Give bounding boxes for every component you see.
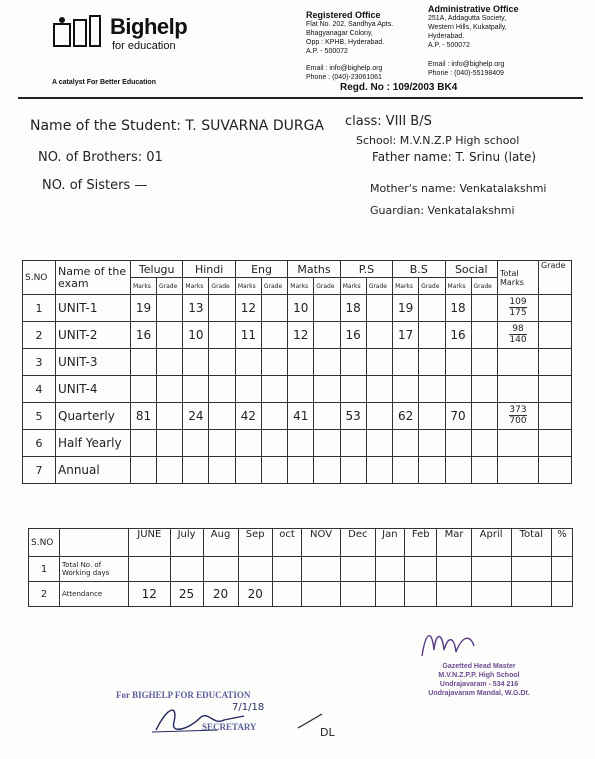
month-header: Jan <box>375 529 404 557</box>
month-header: July <box>170 529 203 557</box>
subject-mark: 41 <box>288 403 314 430</box>
subject-header: Maths <box>288 261 340 278</box>
subject-grade <box>366 295 392 322</box>
total-obtained: 98 <box>509 324 526 335</box>
stamp-line: Gazetted Head Master <box>442 663 516 670</box>
subject-mark <box>393 349 419 376</box>
subject-mark: 70 <box>445 403 471 430</box>
row-grade <box>539 403 572 430</box>
subject-grade <box>419 349 445 376</box>
row-grade <box>539 376 572 403</box>
grade-subheader: Grade <box>261 278 287 295</box>
administrative-phone: Phone : (040)-55198409 <box>428 70 504 77</box>
attendance-value <box>302 582 341 607</box>
subject-grade <box>157 403 183 430</box>
student-name: Name of the Student: T. SUVARNA DURGA <box>30 118 324 134</box>
subject-grade <box>314 322 340 349</box>
attendance-value <box>340 557 375 582</box>
subject-header: Telugu <box>131 261 183 278</box>
attendance-value <box>437 582 471 607</box>
row-total <box>498 457 539 484</box>
administrative-line: 251A, Addagutta Society, <box>428 15 507 22</box>
attendance-value <box>375 582 404 607</box>
subject-mark <box>235 457 261 484</box>
row-total <box>498 322 539 349</box>
subject-mark: 12 <box>288 322 314 349</box>
attendance-value <box>272 582 301 607</box>
attendance-sno: 2 <box>29 582 60 607</box>
marks-body <box>23 295 572 484</box>
subject-grade <box>419 457 445 484</box>
subject-mark: 16 <box>340 322 366 349</box>
tagline: A catalyst For Better Education <box>52 79 156 86</box>
subject-mark <box>183 349 209 376</box>
subject-grade <box>314 295 340 322</box>
brothers-count: NO. of Brothers: 01 <box>38 150 163 165</box>
subject-grade <box>261 457 287 484</box>
marks-table <box>22 260 572 484</box>
row-exam: Annual <box>56 457 131 484</box>
administrative-line: A.P. - 500072 <box>428 42 470 49</box>
subject-grade <box>419 430 445 457</box>
row-exam: Half Yearly <box>56 430 131 457</box>
row-total <box>498 295 539 322</box>
month-header: Aug <box>203 529 238 557</box>
sno-header: S.NO <box>23 261 56 295</box>
subject-mark <box>235 376 261 403</box>
total-header: Total Marks <box>498 261 539 295</box>
attendance-value: 20 <box>203 582 238 607</box>
subject-mark <box>131 376 157 403</box>
attendance-value <box>129 557 171 582</box>
attendance-value <box>471 582 511 607</box>
subject-grade <box>314 376 340 403</box>
subject-mark: 24 <box>183 403 209 430</box>
subject-grade <box>157 295 183 322</box>
subject-grade <box>366 403 392 430</box>
subject-mark: 42 <box>235 403 261 430</box>
subject-grade <box>209 322 235 349</box>
subject-grade <box>261 322 287 349</box>
total-maximum: 700 <box>509 416 527 426</box>
stamp-line: Undrajavaram Mandal, W.G.Dt. <box>428 690 530 697</box>
row-exam: UNIT-1 <box>56 295 131 322</box>
student-school: School: M.V.N.Z.P High school <box>356 134 520 147</box>
subject-mark <box>340 457 366 484</box>
row-total <box>498 376 539 403</box>
grade-subheader: Grade <box>366 278 392 295</box>
administrative-office <box>428 5 519 78</box>
attendance-value <box>272 557 301 582</box>
attendance-value: 25 <box>170 582 203 607</box>
registration-number: Regd. No : 109/2003 BK4 <box>340 82 458 93</box>
subject-grade <box>261 430 287 457</box>
subject-header: Social <box>445 261 497 278</box>
total-obtained: 109 <box>509 297 527 307</box>
marks-subheader: Marks <box>340 278 366 295</box>
father-name: Father name: T. Srinu (late) <box>372 150 537 164</box>
subject-mark <box>288 457 314 484</box>
subject-header: Hindi <box>183 261 235 278</box>
attendance-value <box>404 557 437 582</box>
row-exam: Quarterly <box>56 403 131 430</box>
subject-mark <box>288 349 314 376</box>
subject-grade <box>471 295 497 322</box>
row-total <box>498 403 539 430</box>
subject-mark: 11 <box>235 322 261 349</box>
marks-subheader: Marks <box>288 278 314 295</box>
subject-mark: 12 <box>235 295 261 322</box>
marks-subheader: Marks <box>183 278 209 295</box>
marks-subheader: Marks <box>445 278 471 295</box>
row-sno: 5 <box>23 403 56 430</box>
grade-subheader: Grade <box>209 278 235 295</box>
row-total <box>498 430 539 457</box>
subject-mark <box>340 376 366 403</box>
attendance-label-header <box>60 529 129 557</box>
header-divider <box>18 97 583 99</box>
attendance-value <box>404 582 437 607</box>
subject-grade <box>209 457 235 484</box>
subject-grade <box>261 376 287 403</box>
signature-date: 7/1/18 <box>232 702 265 713</box>
registered-phone: Phone : (040)-23061061 <box>306 74 382 81</box>
headmaster-signature <box>418 626 478 660</box>
attendance-body <box>29 557 573 607</box>
marks-row <box>23 457 572 484</box>
subject-mark <box>445 457 471 484</box>
subject-grade <box>471 322 497 349</box>
subject-mark <box>235 349 261 376</box>
subject-mark: 18 <box>445 295 471 322</box>
month-header: NOV <box>302 529 341 557</box>
attendance-value <box>511 582 552 607</box>
grade-header: Grade <box>539 261 572 295</box>
grade-subheader: Grade <box>157 278 183 295</box>
subject-grade <box>314 430 340 457</box>
month-header: April <box>471 529 511 557</box>
total-maximum: 140 <box>509 335 527 345</box>
attendance-value <box>238 557 272 582</box>
administrative-line: Western Hills, Kukatpally, <box>428 24 507 31</box>
attendance-value <box>170 557 203 582</box>
subject-grade <box>419 295 445 322</box>
subject-mark: 62 <box>393 403 419 430</box>
attendance-value: 20 <box>238 582 272 607</box>
row-grade <box>539 322 572 349</box>
subject-mark: 10 <box>183 322 209 349</box>
subject-grade <box>366 430 392 457</box>
subject-mark: 17 <box>393 322 419 349</box>
attendance-label: Attendance <box>60 582 129 607</box>
row-sno: 2 <box>23 322 56 349</box>
grade-subheader: Grade <box>314 278 340 295</box>
sisters-count: NO. of Sisters — <box>42 178 148 193</box>
attendance-value <box>552 582 573 607</box>
subject-mark <box>183 457 209 484</box>
guardian-name: Guardian: Venkatalakshmi <box>370 204 515 217</box>
row-sno: 3 <box>23 349 56 376</box>
row-sno: 4 <box>23 376 56 403</box>
subject-grade <box>314 457 340 484</box>
student-class: class: VIII B/S <box>345 114 432 129</box>
subject-mark: 10 <box>288 295 314 322</box>
registered-office <box>306 11 393 82</box>
subject-mark <box>288 376 314 403</box>
subject-grade <box>419 403 445 430</box>
total-fraction <box>509 297 526 318</box>
attendance-value <box>375 557 404 582</box>
administrative-line: Hyderabad. <box>428 33 465 40</box>
exam-header: Name of the exam <box>56 261 131 295</box>
subject-mark: 16 <box>445 322 471 349</box>
total-fraction <box>509 324 526 345</box>
attendance-sno: 1 <box>29 557 60 582</box>
registered-line: Bhagyanagar Colony, <box>306 30 373 37</box>
attendance-value <box>552 557 573 582</box>
mother-name: Mother's name: Venkatalakshmi <box>370 182 547 195</box>
subject-grade <box>314 403 340 430</box>
row-exam: UNIT-3 <box>56 349 131 376</box>
subject-mark <box>340 349 366 376</box>
marks-row <box>23 403 572 430</box>
subject-mark <box>183 430 209 457</box>
bighelp-logo-icon <box>52 14 104 48</box>
subject-mark <box>445 376 471 403</box>
marks-row <box>23 376 572 403</box>
subject-grade <box>471 376 497 403</box>
subject-grade <box>419 322 445 349</box>
subject-grade <box>366 349 392 376</box>
subject-grade <box>209 349 235 376</box>
subject-grade <box>157 349 183 376</box>
row-exam: UNIT-2 <box>56 322 131 349</box>
subject-mark: 16 <box>131 322 157 349</box>
stamp-line: Undrajavaram - 534 216 <box>439 681 519 688</box>
subject-grade <box>471 430 497 457</box>
month-header: Mar <box>437 529 471 557</box>
subject-grade <box>261 349 287 376</box>
subject-mark <box>131 457 157 484</box>
marks-row <box>23 430 572 457</box>
attendance-row <box>29 557 573 582</box>
subject-mark: 13 <box>183 295 209 322</box>
subject-header: Eng <box>235 261 287 278</box>
subject-mark <box>445 430 471 457</box>
subject-mark <box>183 376 209 403</box>
subject-grade <box>471 403 497 430</box>
subject-mark: 19 <box>393 295 419 322</box>
administrative-office-title: Administrative Office <box>428 4 519 14</box>
subject-grade <box>157 430 183 457</box>
row-grade <box>539 349 572 376</box>
subject-header: B.S <box>393 261 445 278</box>
subject-grade <box>157 457 183 484</box>
registered-line: Flat No. 202, Sandhya Apts. <box>306 21 394 28</box>
attendance-value <box>437 557 471 582</box>
subject-header: P.S <box>340 261 392 278</box>
subject-grade <box>419 376 445 403</box>
subject-mark <box>393 457 419 484</box>
subject-mark: 81 <box>131 403 157 430</box>
attendance-value <box>340 582 375 607</box>
marks-row <box>23 295 572 322</box>
registered-line: Opp : KPHB, Hyderabad. <box>306 39 385 46</box>
marks-subheader: Marks <box>235 278 261 295</box>
row-grade <box>539 457 572 484</box>
month-header: Sep <box>238 529 272 557</box>
month-header: Dec <box>340 529 375 557</box>
subject-grade <box>261 403 287 430</box>
subject-grade <box>366 457 392 484</box>
subject-mark <box>288 430 314 457</box>
subject-grade <box>209 430 235 457</box>
left-stamp: For BIGHELP FOR EDUCATION <box>116 690 251 700</box>
subject-grade <box>209 403 235 430</box>
subject-grade <box>157 322 183 349</box>
subject-mark: 18 <box>340 295 366 322</box>
attendance-value <box>511 557 552 582</box>
left-stamp-title: SECRETARY <box>202 722 257 732</box>
subject-mark <box>445 349 471 376</box>
total-maximum: 175 <box>509 308 527 318</box>
subject-mark <box>131 430 157 457</box>
subject-grade <box>157 376 183 403</box>
attendance-value <box>302 557 341 582</box>
subject-grade <box>209 295 235 322</box>
subject-mark <box>393 376 419 403</box>
initials-mark: DL <box>320 726 335 739</box>
marks-row <box>23 349 572 376</box>
row-sno: 7 <box>23 457 56 484</box>
grade-subheader: Grade <box>471 278 497 295</box>
row-grade <box>539 430 572 457</box>
attendance-row <box>29 582 573 607</box>
subject-grade <box>366 322 392 349</box>
row-sno: 6 <box>23 430 56 457</box>
attendance-value <box>203 557 238 582</box>
row-total <box>498 349 539 376</box>
subject-grade <box>314 349 340 376</box>
subject-mark <box>235 430 261 457</box>
marks-subheader: Marks <box>393 278 419 295</box>
subject-mark: 19 <box>131 295 157 322</box>
marks-row <box>23 322 572 349</box>
total-fraction <box>509 405 526 426</box>
month-header: % <box>552 529 573 557</box>
subject-mark: 53 <box>340 403 366 430</box>
row-grade <box>539 295 572 322</box>
administrative-email: Email : info@bighelp.org <box>428 61 505 68</box>
total-obtained: 373 <box>509 405 527 415</box>
subject-grade <box>366 376 392 403</box>
month-header: JUNE <box>129 529 171 557</box>
marks-subheader: Marks <box>131 278 157 295</box>
attendance-value: 12 <box>129 582 171 607</box>
subject-mark <box>340 430 366 457</box>
attendance-header-row <box>29 529 573 557</box>
row-sno: 1 <box>23 295 56 322</box>
subject-mark <box>393 430 419 457</box>
grade-subheader: Grade <box>419 278 445 295</box>
attendance-label: Total No. of Working days <box>60 557 129 582</box>
registered-office-title: Registered Office <box>306 10 381 20</box>
headmaster-stamp <box>404 662 554 698</box>
month-header: Feb <box>404 529 437 557</box>
subject-grade <box>471 349 497 376</box>
stamp-line: M.V.N.Z.P.P. High School <box>438 672 520 679</box>
brand-subtitle: for education <box>112 40 176 52</box>
month-header: Total <box>511 529 552 557</box>
attendance-value <box>471 557 511 582</box>
attendance-table <box>28 528 573 607</box>
month-header: oct <box>272 529 301 557</box>
attendance-sno-header: S.NO <box>29 529 60 557</box>
subject-grade <box>209 376 235 403</box>
registered-line: A.P. - 500072 <box>306 48 348 55</box>
subject-mark <box>131 349 157 376</box>
subject-grade <box>471 457 497 484</box>
brand-name: Bighelp <box>110 14 188 39</box>
subject-grade <box>261 295 287 322</box>
row-exam: UNIT-4 <box>56 376 131 403</box>
registered-email: Email : info@bighelp.org <box>306 65 383 72</box>
